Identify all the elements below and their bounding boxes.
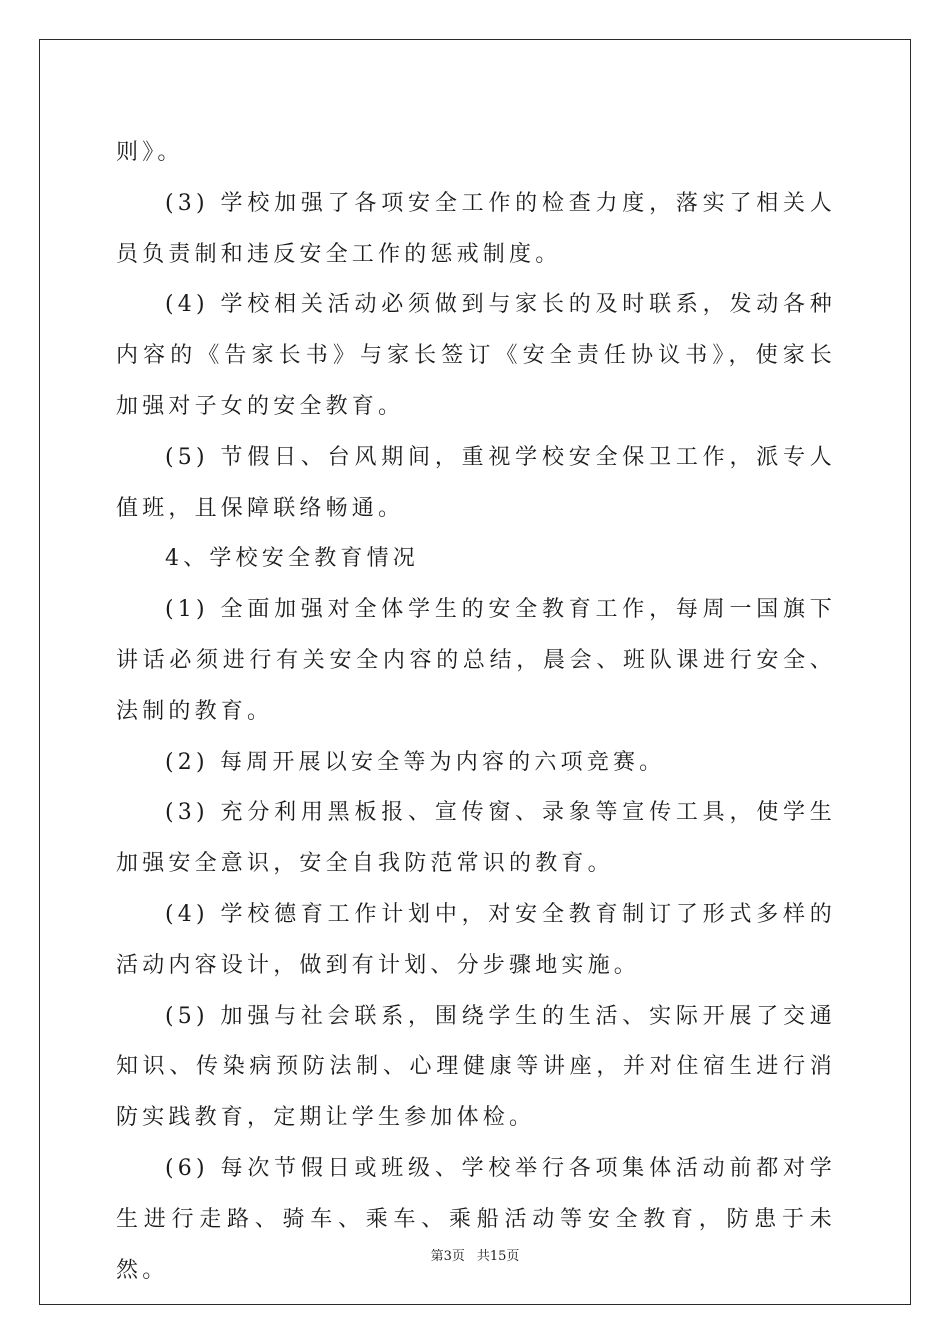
page-footer (0, 1245, 950, 1264)
page-number: 第3页 (430, 1249, 465, 1264)
paragraph-edu-2: (2) 每周开展以安全等为内容的六项竞赛。 (165, 749, 666, 775)
paragraph-item-3: (3) 学校加强了各项安全工作的检查力度，落实了相关人员负责制和违反安全工作的惩戒制度。 (116, 190, 836, 267)
paragraph-item-4: (4) 学校相关活动必须做到与家长的及时联系，发动各种内容的《告家长书》与家长签订《安全责任协议书》，使家长加强对子女的安全教育。 (116, 292, 836, 419)
document-body (116, 128, 836, 1296)
paragraph-edu-3: (3) 充分利用黑板报、宣传窗、录象等宣传工具，使学生加强安全意识，安全自我防范常识的教育。 (116, 800, 836, 877)
paragraph-edu-5: (5) 加强与社会联系，围绕学生的生活、实际开展了交通知识、传染病预防法制、心理健康等讲座，并对住宿生进行消防实践教育，定期让学生参加体检。 (116, 1003, 836, 1131)
paragraph-edu-1: (1) 全面加强对全体学生的安全教育工作，每周一国旗下讲话必须进行有关安全内容的总结，晨会、班队课进行安全、法制的教育。 (116, 597, 836, 724)
paragraph-item-5: (5) 节假日、台风期间，重视学校安全保卫工作，派专人值班，且保障联络畅通。 (116, 444, 836, 521)
page-total: 共15页 (476, 1249, 520, 1264)
paragraph-continuation: 则》。 (116, 140, 184, 165)
paragraph-edu-6: (6) 每次节假日或班级、学校举行各项集体活动前都对学生进行走路、骑车、乘车、乘船活动等安全教育，防患于未然。 (116, 1155, 836, 1283)
paragraph-edu-4: (4) 学校德育工作计划中，对安全教育制订了形式多样的活动内容设计，做到有计划、分步骤地实施。 (116, 901, 836, 978)
section-heading: 4、学校安全教育情况 (165, 546, 419, 572)
